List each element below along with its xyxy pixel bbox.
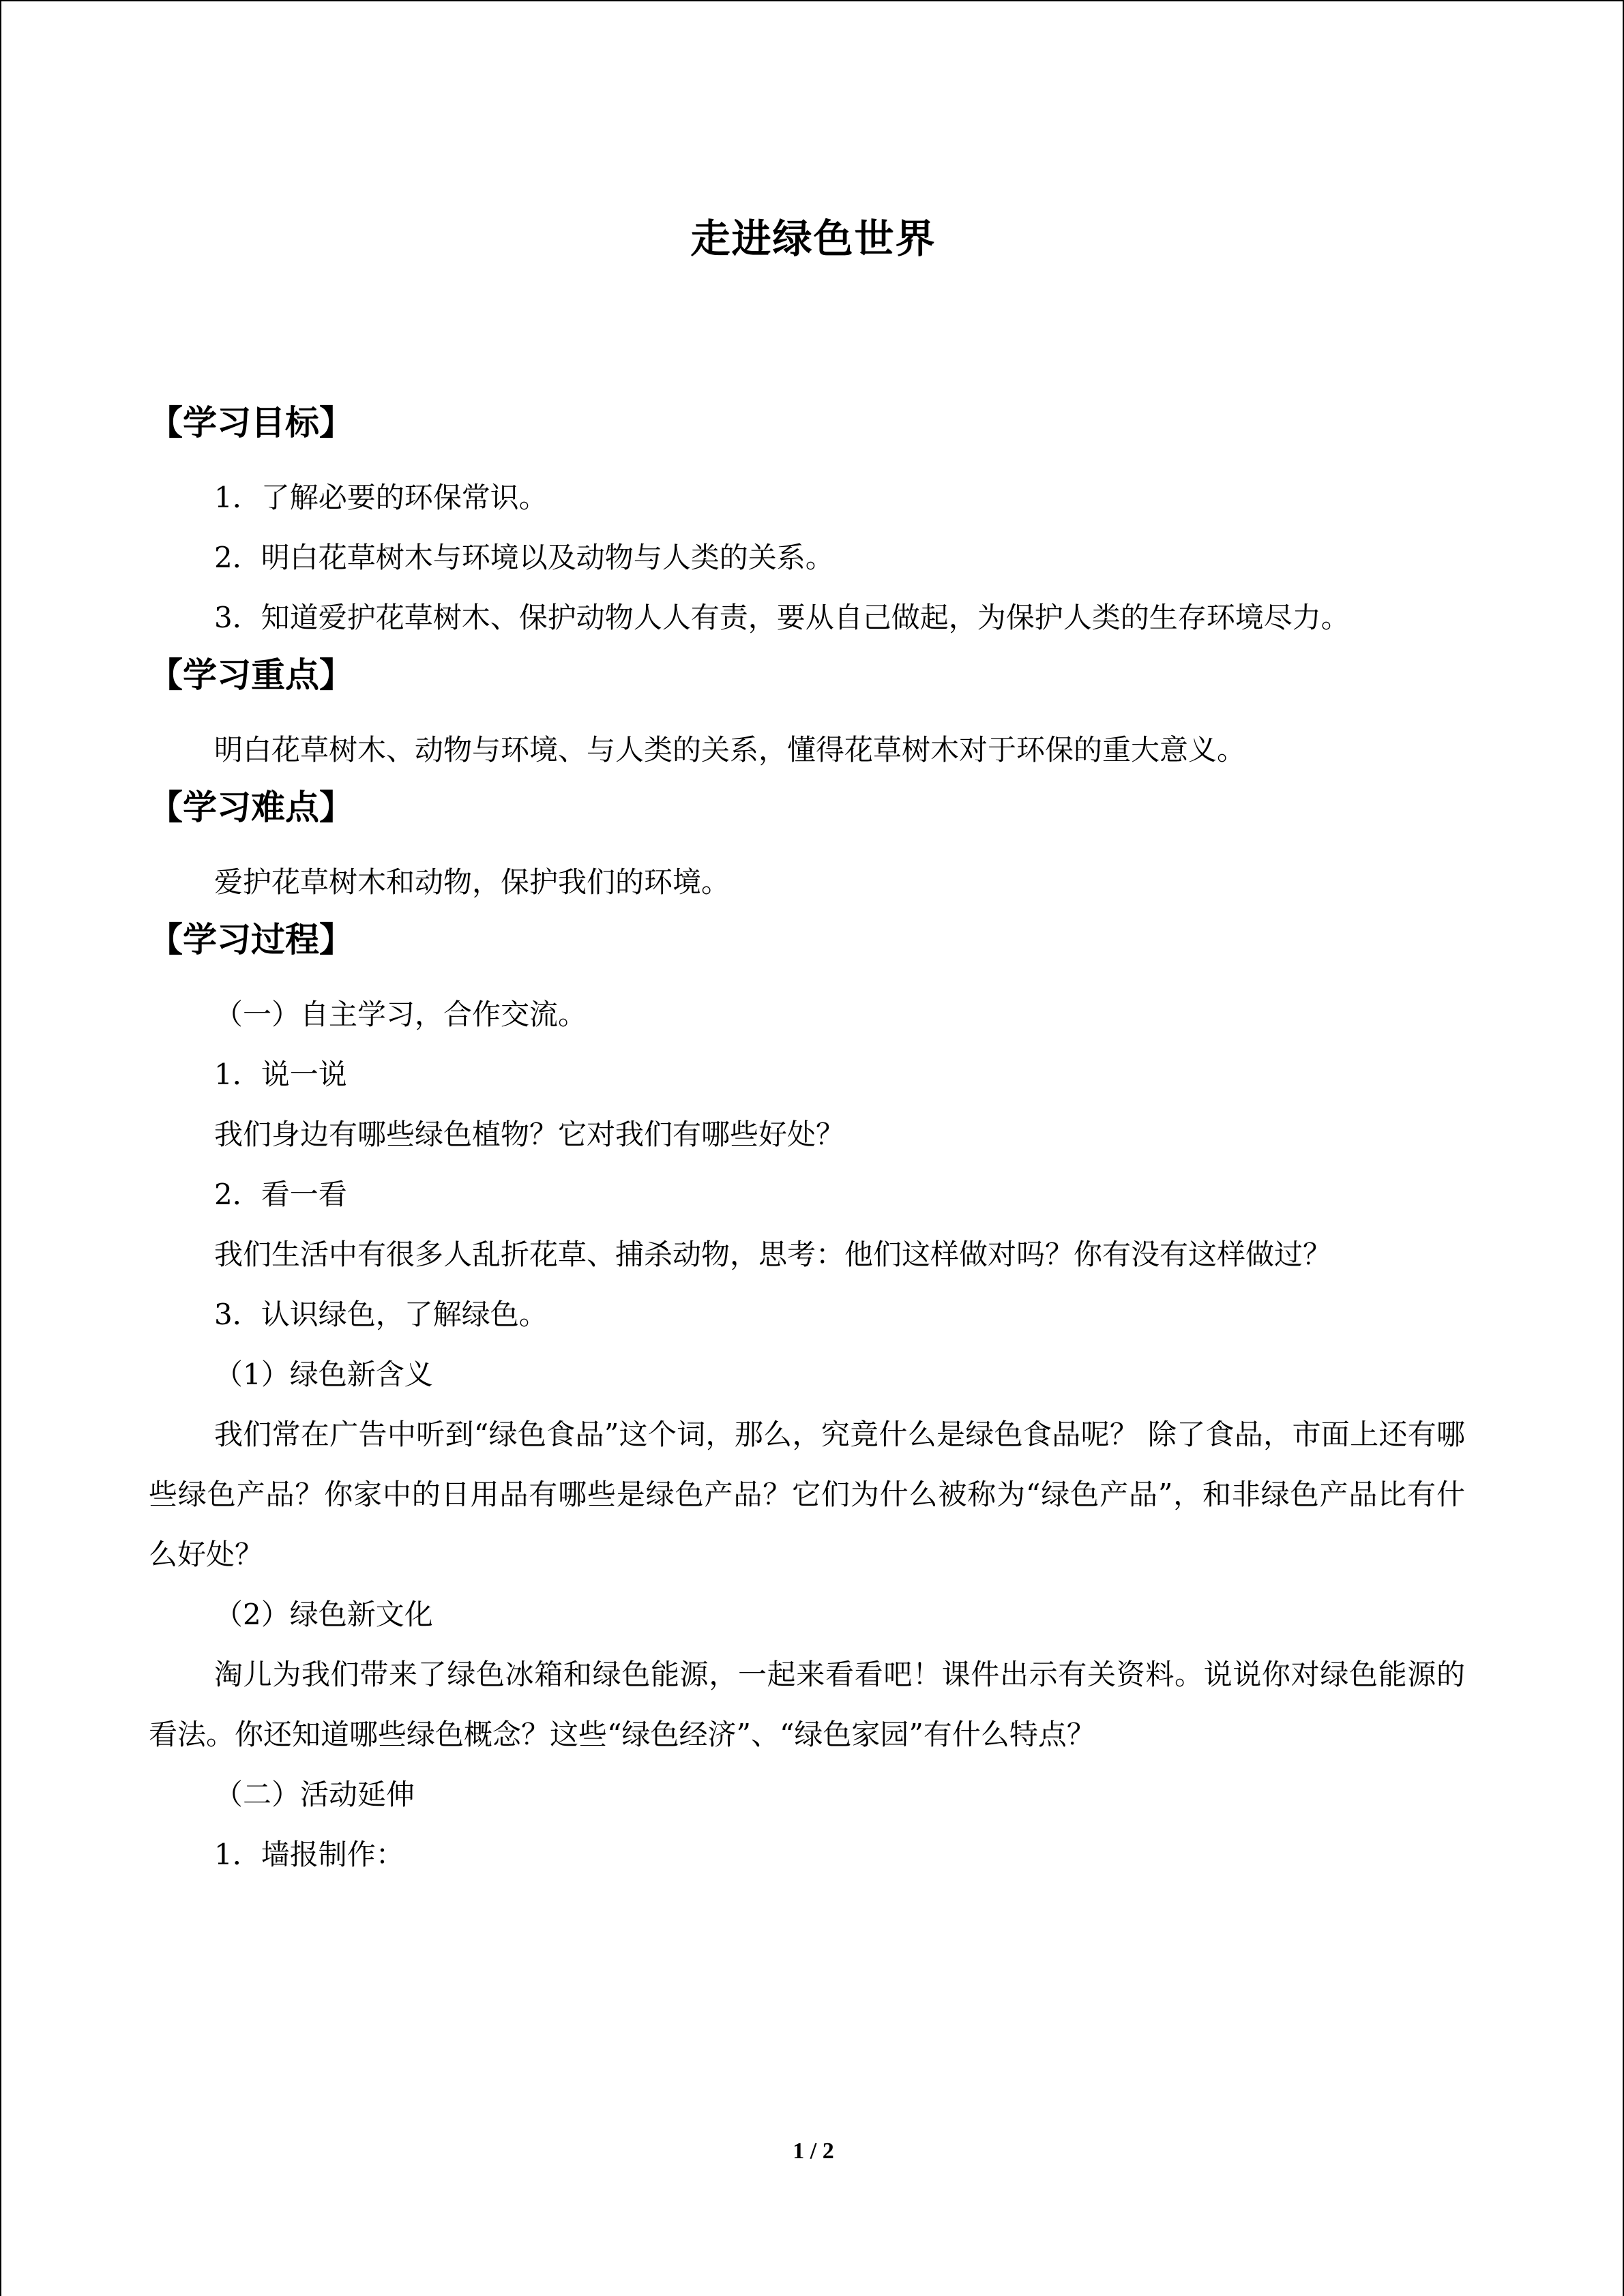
paragraph: 爱护花草树木和动物，保护我们的环境。	[214, 865, 730, 899]
section-heading: 【学习目标】	[149, 403, 353, 443]
page-number: 1 / 2	[793, 2138, 834, 2164]
paragraph: 3．知道爱护花草树木、保护动物人人有责，要从自己做起，为保护人类的生存环境尽力。	[214, 601, 1350, 634]
paragraph: 3．认识绿色，了解绿色。	[214, 1298, 548, 1331]
paragraph: （1）绿色新含义	[214, 1358, 433, 1391]
paragraph: 我们身边有哪些绿色植物？它对我们有哪些好处？	[214, 1118, 845, 1151]
paragraph: 1．墙报制作：	[214, 1838, 404, 1871]
paragraph: 2．看一看	[214, 1178, 347, 1211]
section-difficulties	[149, 780, 1465, 912]
paragraph: （二）活动延伸	[214, 1778, 415, 1811]
paragraph: （2）绿色新文化	[214, 1598, 433, 1631]
paragraph: 我们生活中有很多人乱折花草、捕杀动物，思考：他们这样做对吗？你有没有这样做过？	[214, 1238, 1332, 1271]
document-body	[149, 396, 1465, 1885]
paragraph: 我们常在广告中听到“绿色食品”这个词，那么，究竟什么是绿色食品呢？ 除了食品，市面上还有哪些绿色产品？你家中的日用品有哪些是绿色产品？它们为什么被称为“绿色产品”，和非绿色产品比有什么好处？	[149, 1418, 1465, 1571]
section-learning-goals	[149, 396, 1465, 648]
paragraph: 淘儿为我们带来了绿色冰箱和绿色能源，一起来看看吧！课件出示有关资料。说说你对绿色能源的看法。你还知道哪些绿色概念？这些“绿色经济”、“绿色家园”有什么特点？	[149, 1658, 1465, 1751]
paragraph: 1．说一说	[214, 1058, 347, 1091]
section-heading: 【学习重点】	[149, 655, 353, 695]
section-key-points	[149, 648, 1465, 780]
section-heading: 【学习难点】	[149, 788, 353, 827]
section-learning-process	[149, 912, 1465, 1885]
paragraph: （一）自主学习，合作交流。	[214, 998, 587, 1031]
section-heading: 【学习过程】	[149, 920, 353, 959]
paragraph: 2．明白花草树木与环境以及动物与人类的关系。	[214, 541, 834, 574]
paragraph: 明白花草树木、动物与环境、与人类的关系，懂得花草树木对于环保的重大意义。	[214, 733, 1246, 766]
paragraph: 1．了解必要的环保常识。	[214, 481, 548, 514]
page-title: 走进绿色世界	[690, 215, 936, 262]
